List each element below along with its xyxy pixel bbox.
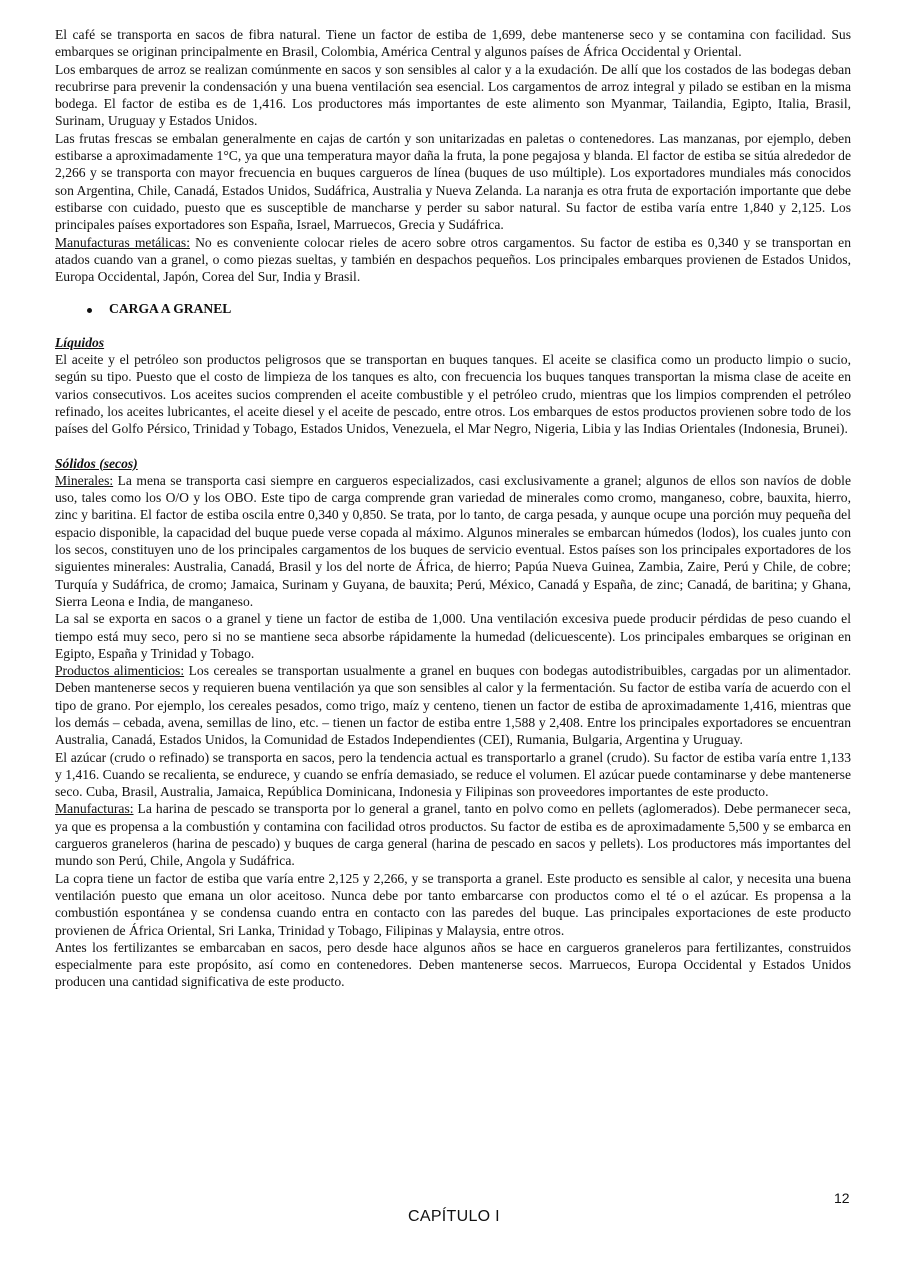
label-manufacturas: Manufacturas: — [55, 801, 134, 817]
text-minerales: La mena se transporta casi siempre en cargueros especializados, casi exclusivamente a granel; algunos de ellos son navíos de doble uso, tales como los O/O y los OBO. Este tipo de carga comprende gran variedad de minerales como cromo, manganeso, cobre, bauxita, hierro, zinc y baritina. El factor de estiba oscila entre 0,340 y 0,850. Se trata, por lo tanto, de carga pesada, y aunque ocupe una porción muy pequeña del espacio disponible, la capacidad del buque puede verse copada al máximo. Algunos minerales se embarcan húmedos (lodos), los cuales junto con los secos, constituyen uno de los principales cargamentos de los buques de servicio eventual. Estos países son los principales exportadores de los siguientes minerales: Australia, Canadá, Brasil y los del norte de África, de hierro; Papúa Nueva Guinea, Zambia, Zaire, Perú y Chile, de cobre; Turquía y Sudáfrica, de cromo; Jamaica, Surinam y Guyana, de bauxita; Perú, México, Canadá y España, de zinc; Canadá, de baritina; y Ghana, Sierra Leona e India, de manganeso. — [55, 472, 851, 609]
text-manufacturas-metalicas: No es conveniente colocar rieles de acero sobre otros cargamentos. Su factor de estiba es 0,340 y se transportan en atados cuando van a granel, o como piezas sueltas, y también en despachos pequeños. Los principales embarques provienen de Estados Unidos, Europa Occidental, Japón, Corea del Sur, India y Brasil. — [55, 234, 851, 285]
bullet-heading — [55, 300, 851, 317]
label-minerales: Minerales: — [55, 472, 114, 488]
paragraph-arroz: Los embarques de arroz se realizan comúnmente en sacos y son sensibles al calor y a la exudación. De allí que los costados de las bodegas deban recubrirse para prevenir la condensación y una buena ventilación sea esencial. Los cargamentos de arroz integral y pilado se estiban en la misma bodega. El factor de estiba es de 1,416. Los productores más importantes de este alimento son Myanmar, Tailandia, Egipto, Italia, Brasil, Surinam, Uruguay y Estados Unidos. — [55, 61, 851, 129]
bullet-icon — [55, 300, 109, 317]
section-gap — [55, 438, 851, 455]
paragraph-liquidos: El aceite y el petróleo son productos peligrosos que se transportan en buques tanques. El aceite se clasifica como un producto limpio o sucio, según su tipo. Puesto que el costo de limpieza de los tanques es alto, con frecuencia los buques tanques transportan la misma clase de aceite en varios consecutivos. Los aceites sucios comprenden el aceite combustible y el petróleo crudo, mientras que los limpios comprenden el petróleo refinado, los aceites lubricantes, el aceite diesel y el aceite de pescado, entre otros. Los embarques de estos productos provienen sobre todo de los países del Golfo Pérsico, Trinidad y Tobago, Estados Unidos, Venezuela, el Mar Negro, Nigeria, Libia y las Indias Orientales (Indonesia, Brunei). — [55, 352, 851, 437]
paragraph-sal: La sal se exporta en sacos o a granel y tiene un factor de estiba de 1,000. Una ventilación excesiva puede producir pérdidas de peso cuando el tiempo está muy seco, pero si no se mantiene seca absorbe rápidamente la humedad (delicuescente). Los principales embarques se originan en Egipto, España y Trinidad y Tobago. — [55, 611, 851, 661]
paragraph-copra: La copra tiene un factor de estiba que varía entre 2,125 y 2,266, y se transporta a granel. Este producto es sensible al calor, y necesita una buena ventilación puesto que emana un olor aceitoso. Nunca debe por tanto embarcarse con productos como el té o el azúcar. Es propensa a la combustión espontánea y se condensa cuando entra en contacto con las paredes del buque. Las principales exportaciones de este producto provienen de África Oriental, Sri Lanka, Trinidad y Tobago, Filipinas y Malaysia, entre otros. — [55, 870, 851, 938]
label-productos-alimenticios: Productos alimenticios: — [55, 663, 185, 679]
paragraph-frutas: Las frutas frescas se embalan generalmente en cajas de cartón y son unitarizadas en paletas o contenedores. Las manzanas, por ejemplo, deben estibarse a aproximadamente 1°C, ya que una temperatura mayor daña la fruta, la pone pegajosa y blanda. El factor de estiba se sitúa alrededor de 2,266 y se transporta con mayor frecuencia en buques cargueros de línea (buques de uso múltiple). Los exportadores mundiales más conocidos son Argentina, Chile, Canadá, Estados Unidos, Sudáfrica, Australia y Nueva Zelanda. La naranja es otra fruta de exportación importante que debe estibarse con cuidado, puesto que es susceptible de mancharse y perder su sabor natural. Su factor de estiba varía entre 1,840 y 2,125. Los principales países exportadores son España, Israel, Marruecos, Grecia y Sudáfrica. — [55, 130, 851, 233]
heading-liquidos: Líquidos — [55, 334, 105, 350]
paragraph-azucar: El azúcar (crudo o refinado) se transporta en sacos, pero la tendencia actual es transportarlo a granel (crudo). Su factor de estiba varía entre 1,133 y 1,416. Cuando se recalienta, se endurece, y cuando se enfría demasiado, se reduce el volumen. El azúcar puede contaminarse y debe mantenerse seco. Cuba, Brasil, Australia, Jamaica, República Dominicana, Indonesia y Filipinas son proveedores importantes de este producto. — [55, 749, 851, 800]
paragraph-cafe: El café se transporta en sacos de fibra natural. Tiene un factor de estiba de 1,699, debe mantenerse seco y se contamina con facilidad. Sus embarques se originan principalmente en Brasil, Colombia, América Central y algunos países de África Occidental y Oriental. — [55, 27, 851, 60]
text-manufacturas: La harina de pescado se transporta por lo general a granel, tanto en polvo como en pellets (aglomerados). Debe permanecer seca, ya que es propensa a la combustión y contamina con facilidad otros productos. Su factor de estiba es de aproximadamente 5,500 y se embarca en cargueros graneleros (harina de pescado) y buques de carga general (harina de pescado en sacos y pellets). Los productores más importantes del mundo son Perú, Chile, Angola y Sudáfrica. — [55, 801, 851, 869]
paragraph-fertilizantes: Antes los fertilizantes se embarcaban en sacos, pero desde hace algunos años se hace en cargueros graneleros para fertilizantes, construidos especialmente para este propósito, así como en contenedores. Deben mantenerse secos. Marruecos, Europa Occidental y Estados Unidos producen una cantidad significativa de este producto. — [55, 939, 851, 990]
text-productos-alimenticios: Los cereales se transportan usualmente a granel en buques con bodegas autodistribuibles, cargadas por un alimentador. Deben mantenerse secos y requieren buena ventilación ya que son sensibles al calor y la fermentación. Su factor de estiba varía de acuerdo con el tipo de grano. Por ejemplo, los cereales pesados, como trigo, maíz y centeno, tienen un factor de estiba de aproximadamente 1,416, mientras que los demás – cebada, avena, semillas de lino, etc. – tienen un factor de estiba entre 1,588 y 2,408. Entre los principales exportadores se encuentran Australia, Canadá, Estados Unidos, la Comunidad de Estados Independientes (CEI), Rumania, Bulgaria, Argentina y Uruguay. — [55, 663, 851, 748]
paragraph-productos-alimenticios — [55, 662, 851, 748]
paragraph-minerales — [55, 472, 851, 610]
heading-solidos: Sólidos (secos) — [55, 455, 138, 471]
bullet-heading-text: CARGA A GRANEL — [109, 301, 232, 317]
paragraph-manufacturas — [55, 800, 851, 869]
chapter-footer: CAPÍTULO I — [408, 1208, 500, 1225]
page-number: 12 — [834, 1190, 850, 1206]
document-body — [55, 26, 851, 991]
label-manufacturas-metalicas: Manufacturas metálicas: — [55, 234, 190, 250]
paragraph-manufacturas-metalicas — [55, 234, 851, 286]
